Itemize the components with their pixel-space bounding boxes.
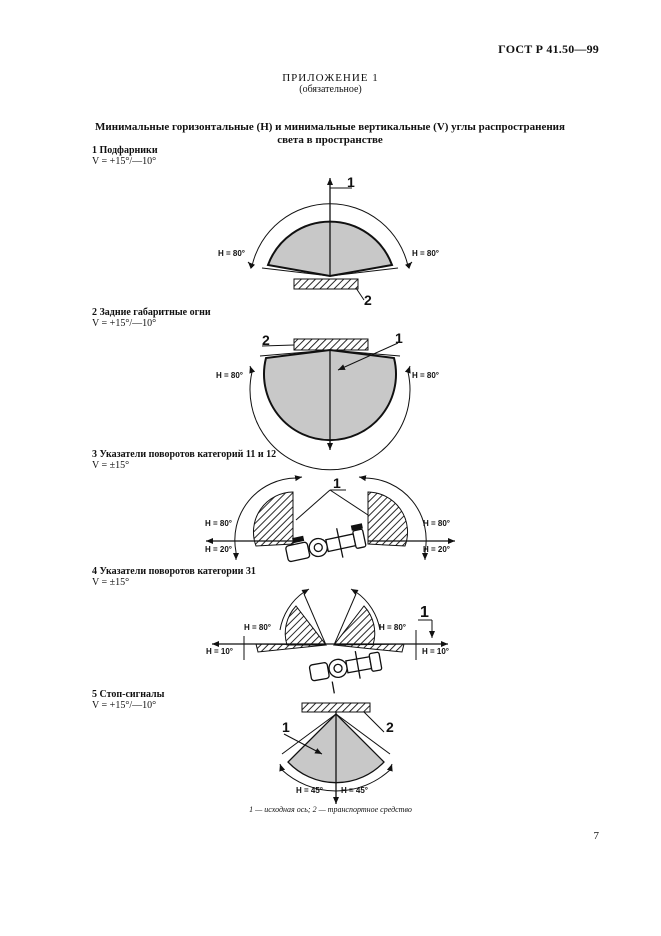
figure-caption: 1 — исходная ось; 2 — транспортное средство (249, 805, 412, 814)
fig3-h80-right: H = 80° (423, 519, 450, 528)
title-line-2: света в пространстве (277, 134, 383, 146)
section-2-title: 2 Задние габаритные огни (92, 307, 211, 318)
title-line-1: Минимальные горизонтальные (H) и минимальные вертикальные (V) углы распространения (95, 121, 565, 133)
section-3-title: 3 Указатели поворотов категорий 11 и 12 (92, 449, 277, 460)
fig2-label-1: 1 (395, 330, 403, 346)
figure-1 (248, 178, 412, 300)
fig1-h80-right: H = 80° (412, 249, 439, 258)
fig4-h80-right: H = 80° (379, 623, 406, 632)
section-4-title: 4 Указатели поворотов категории 31 (92, 566, 256, 577)
fig4-label-1: 1 (420, 604, 429, 621)
fig1-label-1: 1 (347, 174, 355, 190)
fig4-h10-left: H = 10° (206, 647, 233, 656)
appendix-label: ПРИЛОЖЕНИЕ 1 (282, 72, 379, 84)
fig5-leader-2 (364, 712, 384, 732)
fig5-label-2: 2 (386, 719, 394, 735)
section-2-v: V = +15°/—10° (92, 318, 157, 329)
fig3-left-sector (253, 492, 293, 546)
figure-4 (212, 589, 448, 697)
fig2-label-2: 2 (262, 332, 270, 348)
figure-2 (250, 339, 410, 470)
fig4-h80-left: H = 80° (244, 623, 271, 632)
fig4-motorcycle (308, 647, 385, 697)
fig3-h20-right: H = 20° (423, 545, 450, 554)
fig4-right-strip (334, 644, 404, 652)
fig3-h20-left: H = 20° (205, 545, 232, 554)
fig5-h45-left: H = 45° (296, 786, 323, 795)
standard-number: ГОСТ Р 41.50—99 (498, 42, 599, 56)
fig5-vehicle (302, 703, 370, 712)
fig2-vehicle (294, 339, 368, 350)
section-5-v: V = +15°/—10° (92, 700, 157, 711)
fig3-motorcycle (284, 523, 368, 569)
fig1-leader-2 (356, 288, 364, 300)
fig3-right-sector (368, 492, 408, 546)
appendix-status: (обязательное) (299, 84, 362, 95)
fig2-h80-right: H = 80° (412, 371, 439, 380)
fig3-h80-left: H = 80° (205, 519, 232, 528)
section-4-v: V = ±15° (92, 577, 130, 588)
section-5-title: 5 Стоп-сигналы (92, 689, 165, 700)
fig2-h80-left: H = 80° (216, 371, 243, 380)
section-1-v: V = +15°/—10° (92, 156, 157, 167)
section-1-title: 1 Подфарники (92, 145, 158, 156)
page-number: 7 (593, 830, 599, 842)
fig4-right-sector (334, 606, 375, 645)
fig1-label-2: 2 (364, 292, 372, 308)
figure-3 (206, 477, 455, 569)
fig1-h80-left: H = 80° (218, 249, 245, 258)
fig5-h45-right: H = 45° (341, 786, 368, 795)
fig5-label-1: 1 (282, 719, 290, 735)
fig3-label-1: 1 (333, 475, 341, 491)
section-3-v: V = ±15° (92, 460, 130, 471)
fig1-vehicle (294, 279, 358, 289)
fig4-h10-right: H = 10° (422, 647, 449, 656)
fig4-left-sector (285, 606, 326, 645)
